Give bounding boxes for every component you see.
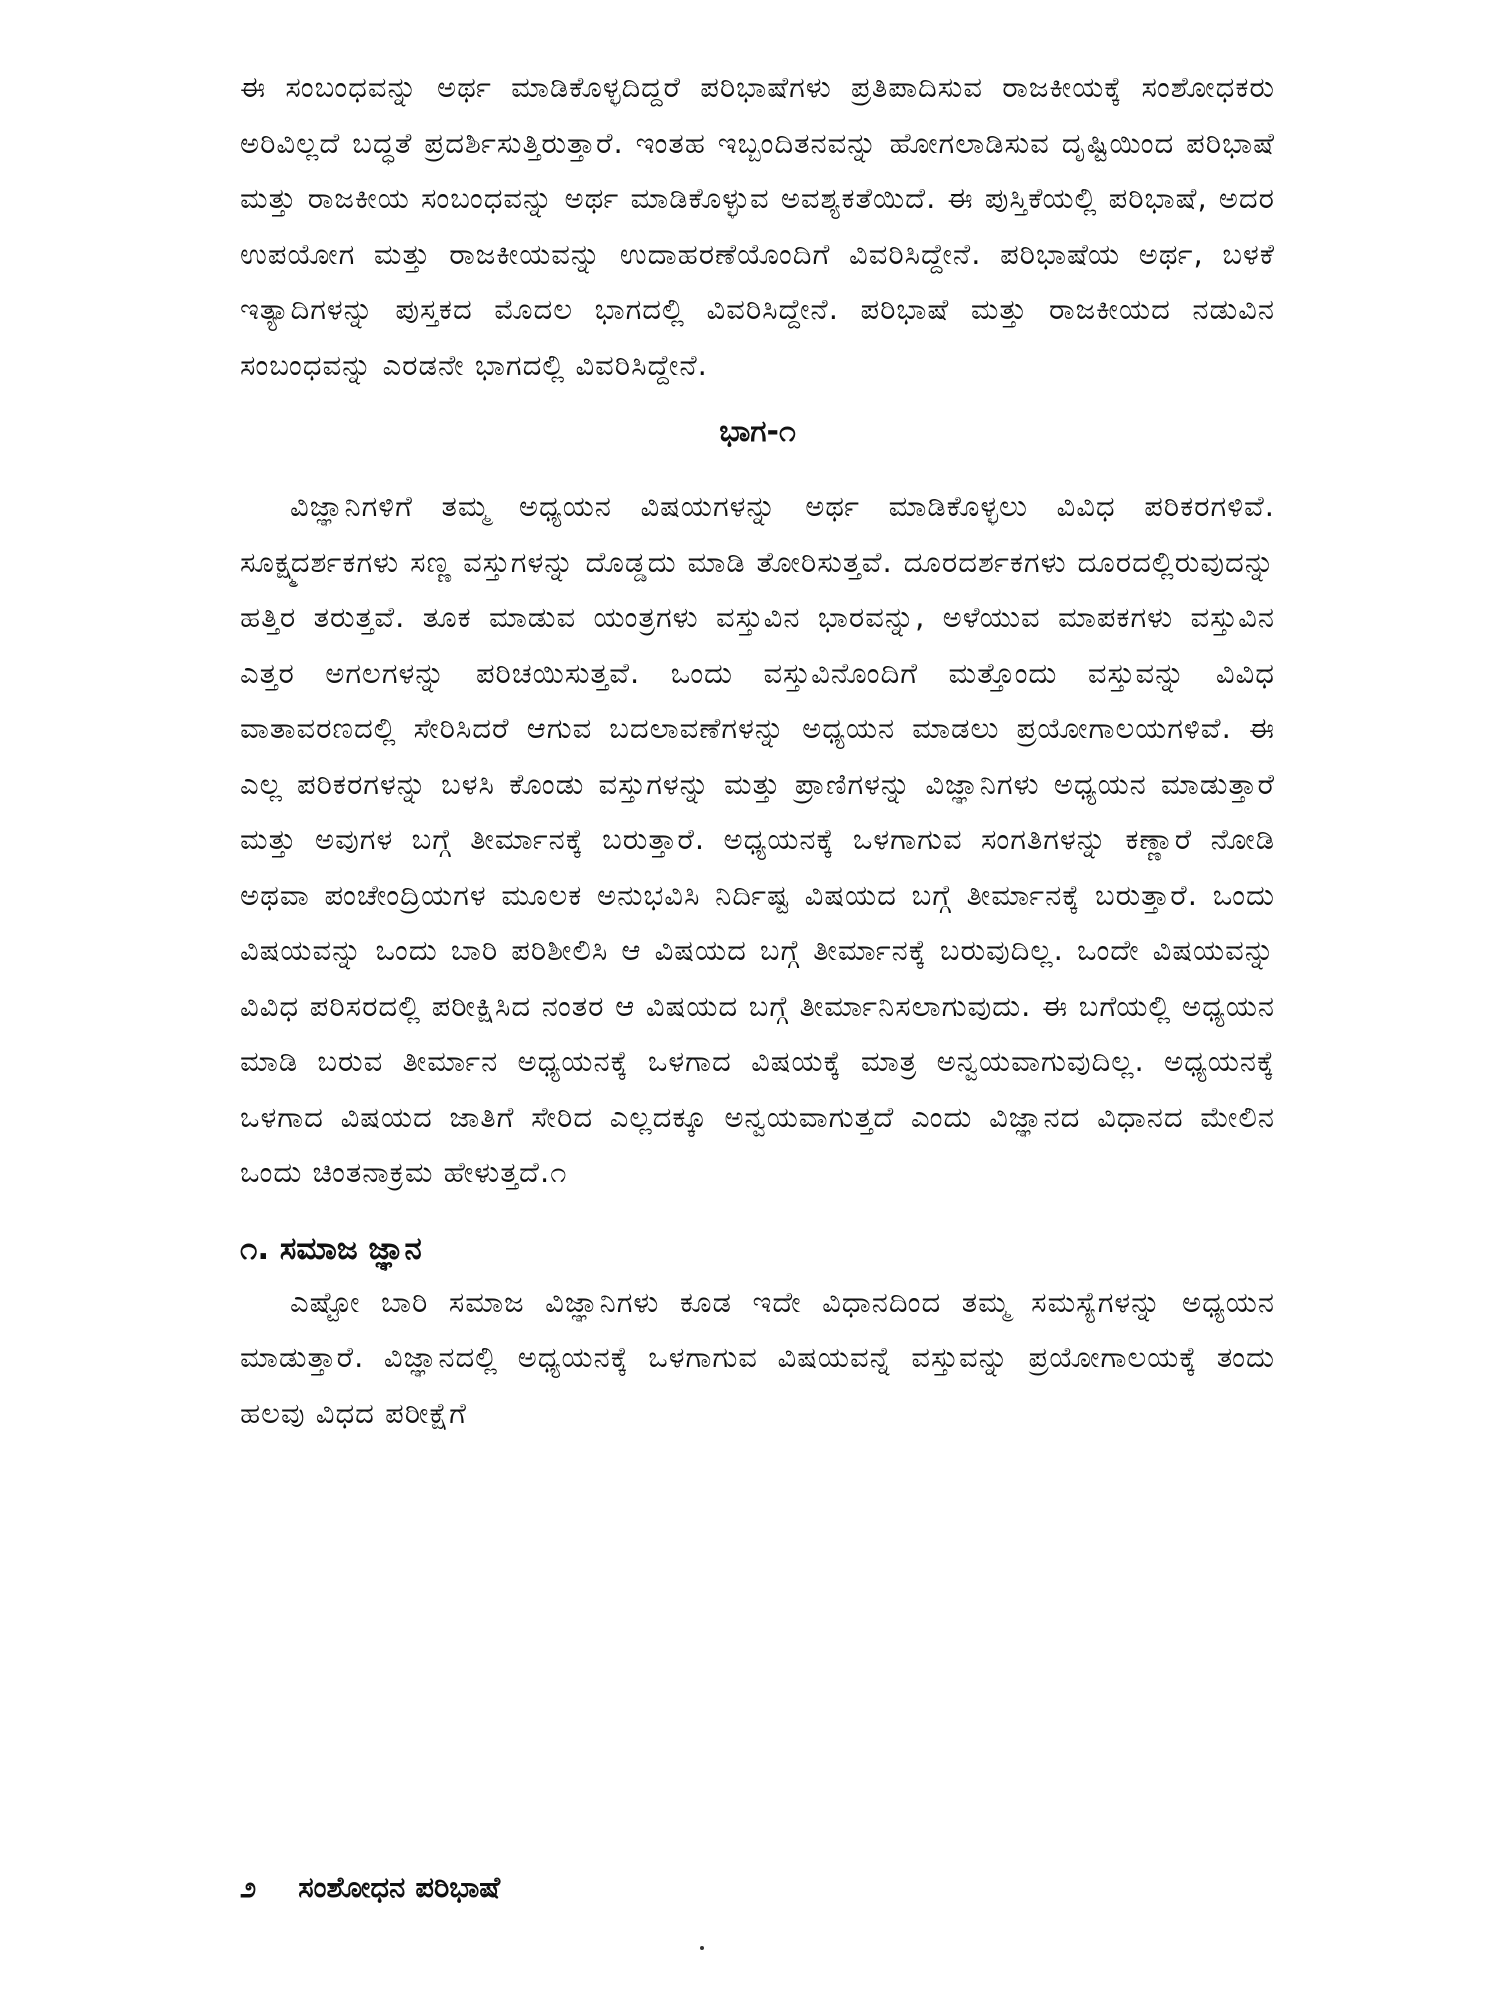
section-paragraph: ವಿಜ್ಞಾನಿಗಳಿಗೆ ತಮ್ಮ ಅಧ್ಯಯನ ವಿಷಯಗಳನ್ನು ಅರ್ಥ ಮಾಡಿಕೊಳ್ಳಲು ವಿವಿಧ ಪರಿಕರಗಳಿವೆ. ಸೂಕ್ಷ್ಮದರ್ಶಕಗಳು ಸಣ್ಣ ವಸ್ತುಗಳನ್ನು ದೊಡ್ಡದು ಮಾಡಿ ತೋರಿಸುತ್ತವೆ. ದೂರದರ್ಶಕಗಳು ದೂರದಲ್ಲಿರುವುದನ್ನು ಹತ್ತಿರ ತರುತ್ತವೆ. ತೂಕ ಮಾಡುವ ಯಂತ್ರಗಳು ವಸ್ತುವಿನ ಭಾರವನ್ನು, ಅಳೆಯುವ ಮಾಪಕಗಳು ವಸ್ತುವಿನ ಎತ್ತರ ಅಗಲಗಳನ್ನು ಪರಿಚಯಿಸುತ್ತವೆ. ಒಂದು ವಸ್ತುವಿನೊಂದಿಗೆ ಮತ್ತೊಂದು ವಸ್ತುವನ್ನು ವಿವಿಧ ವಾತಾವರಣದಲ್ಲಿ ಸೇರಿಸಿದರೆ ಆಗುವ ಬದಲಾವಣೆಗಳನ್ನು ಅಧ್ಯಯನ ಮಾಡಲು ಪ್ರಯೋಗಾಲಯಗಳಿವೆ. ಈ ಎಲ್ಲ ಪರಿಕರಗಳನ್ನು ಬಳಸಿ ಕೊಂಡು ವಸ್ತುಗಳನ್ನು ಮತ್ತು ಪ್ರಾಣಿಗಳನ್ನು ವಿಜ್ಞಾನಿಗಳು ಅಧ್ಯಯನ ಮಾಡುತ್ತಾರೆ ಮತ್ತು ಅವುಗಳ ಬಗ್ಗೆ ತೀರ್ಮಾನಕ್ಕೆ ಬರುತ್ತಾರೆ. ಅಧ್ಯಯನಕ್ಕೆ ಒಳಗಾಗುವ ಸಂಗತಿಗಳನ್ನು ಕಣ್ಣಾರೆ ನೋಡಿ ಅಥವಾ ಪಂಚೇಂದ್ರಿಯಗಳ ಮೂಲಕ ಅನುಭವಿಸಿ ನಿರ್ದಿಷ್ಟ ವಿಷಯದ ಬಗ್ಗೆ ತೀರ್ಮಾನಕ್ಕೆ ಬರುತ್ತಾರೆ. ಒಂದು ವಿಷಯವನ್ನು ಒಂದು ಬಾರಿ ಪರಿಶೀಲಿಸಿ ಆ ವಿಷಯದ ಬಗ್ಗೆ ತೀರ್ಮಾನಕ್ಕೆ ಬರುವುದಿಲ್ಲ. ಒಂದೇ ವಿಷಯವನ್ನು ವಿವಿಧ ಪರಿಸರದಲ್ಲಿ ಪರೀಕ್ಷಿಸಿದ ನಂತರ ಆ ವಿಷಯದ ಬಗ್ಗೆ ತೀರ್ಮಾನಿಸಲಾಗುವುದು. ಈ ಬಗೆಯಲ್ಲಿ ಅಧ್ಯಯನ ಮಾಡಿ ಬರುವ ತೀರ್ಮಾನ ಅಧ್ಯಯನಕ್ಕೆ ಒಳಗಾದ ವಿಷಯಕ್ಕೆ ಮಾತ್ರ ಅನ್ವಯವಾಗುವುದಿಲ್ಲ. ಅಧ್ಯಯನಕ್ಕೆ ಒಳಗಾದ ವಿಷಯದ ಜಾತಿಗೆ ಸೇರಿದ ಎಲ್ಲದಕ್ಕೂ ಅನ್ವಯವಾಗುತ್ತದೆ ಎಂದು ವಿಜ್ಞಾನದ ವಿಧಾನದ ಮೇಲಿನ ಒಂದು ಚಿಂತನಾಕ್ರಮ ಹೇಳುತ್ತದೆ.೧ xyxy=(240,489,1275,1189)
print-speck xyxy=(700,1946,704,1950)
sub-heading: ೧. ಸಮಾಜ ಜ್ಞಾನ xyxy=(240,1230,422,1267)
sub-paragraph: ಎಷ್ಟೋ ಬಾರಿ ಸಮಾಜ ವಿಜ್ಞಾನಿಗಳು ಕೂಡ ಇದೇ ವಿಧಾನದಿಂದ ತಮ್ಮ ಸಮಸ್ಯೆಗಳನ್ನು ಅಧ್ಯಯನ ಮಾಡುತ್ತಾರೆ. ವಿಜ್ಞಾನದಲ್ಲಿ ಅಧ್ಯಯನಕ್ಕೆ ಒಳಗಾಗುವ ವಿಷಯವನ್ನೆ ವಸ್ತುವನ್ನು ಪ್ರಯೋಗಾಲಯಕ್ಕೆ ತಂದು ಹಲವು ವಿಧದ ಪರೀಕ್ಷೆಗೆ xyxy=(240,1284,1275,1430)
running-title: ಸಂಶೋಧನ ಪರಿಭಾಷೆ xyxy=(298,1870,501,1904)
intro-paragraph: ಈ ಸಂಬಂಧವನ್ನು ಅರ್ಥ ಮಾಡಿಕೊಳ್ಳದಿದ್ದರೆ ಪರಿಭಾಷೆಗಳು ಪ್ರತಿಪಾದಿಸುವ ರಾಜಕೀಯಕ್ಕೆ ಸಂಶೋಧಕರು ಅರಿವಿಲ್ಲದೆ ಬದ್ಧತೆ ಪ್ರದರ್ಶಿಸುತ್ತಿರುತ್ತಾರೆ. ಇಂತಹ ಇಬ್ಬಂದಿತನವನ್ನು ಹೋಗಲಾಡಿಸುವ ದೃಷ್ಟಿಯಿಂದ ಪರಿಭಾಷೆ ಮತ್ತು ರಾಜಕೀಯ ಸಂಬಂಧವನ್ನು ಅರ್ಥ ಮಾಡಿಕೊಳ್ಳುವ ಅವಶ್ಯಕತೆಯಿದೆ. ಈ ಪುಸ್ತಿಕೆಯಲ್ಲಿ ಪರಿಭಾಷೆ, ಅದರ ಉಪಯೋಗ ಮತ್ತು ರಾಜಕೀಯವನ್ನು ಉದಾಹರಣೆಯೊಂದಿಗೆ ವಿವರಿಸಿದ್ದೇನೆ. ಪರಿಭಾಷೆಯ ಅರ್ಥ, ಬಳಕೆ ಇತ್ಯಾದಿಗಳನ್ನು ಪುಸ್ತಕದ ಮೊದಲ ಭಾಗದಲ್ಲಿ ವಿವರಿಸಿದ್ದೇನೆ. ಪರಿಭಾಷೆ ಮತ್ತು ರಾಜಕೀಯದ ನಡುವಿನ ಸಂಬಂಧವನ್ನು ಎರಡನೇ ಭಾಗದಲ್ಲಿ ವಿವರಿಸಿದ್ದೇನೆ. xyxy=(240,70,1275,382)
page-footer xyxy=(240,1870,500,1905)
page-number: ೨ xyxy=(240,1870,257,1904)
document-page xyxy=(240,60,1275,1441)
section-heading: ಭಾಗ-೧ xyxy=(719,414,796,449)
